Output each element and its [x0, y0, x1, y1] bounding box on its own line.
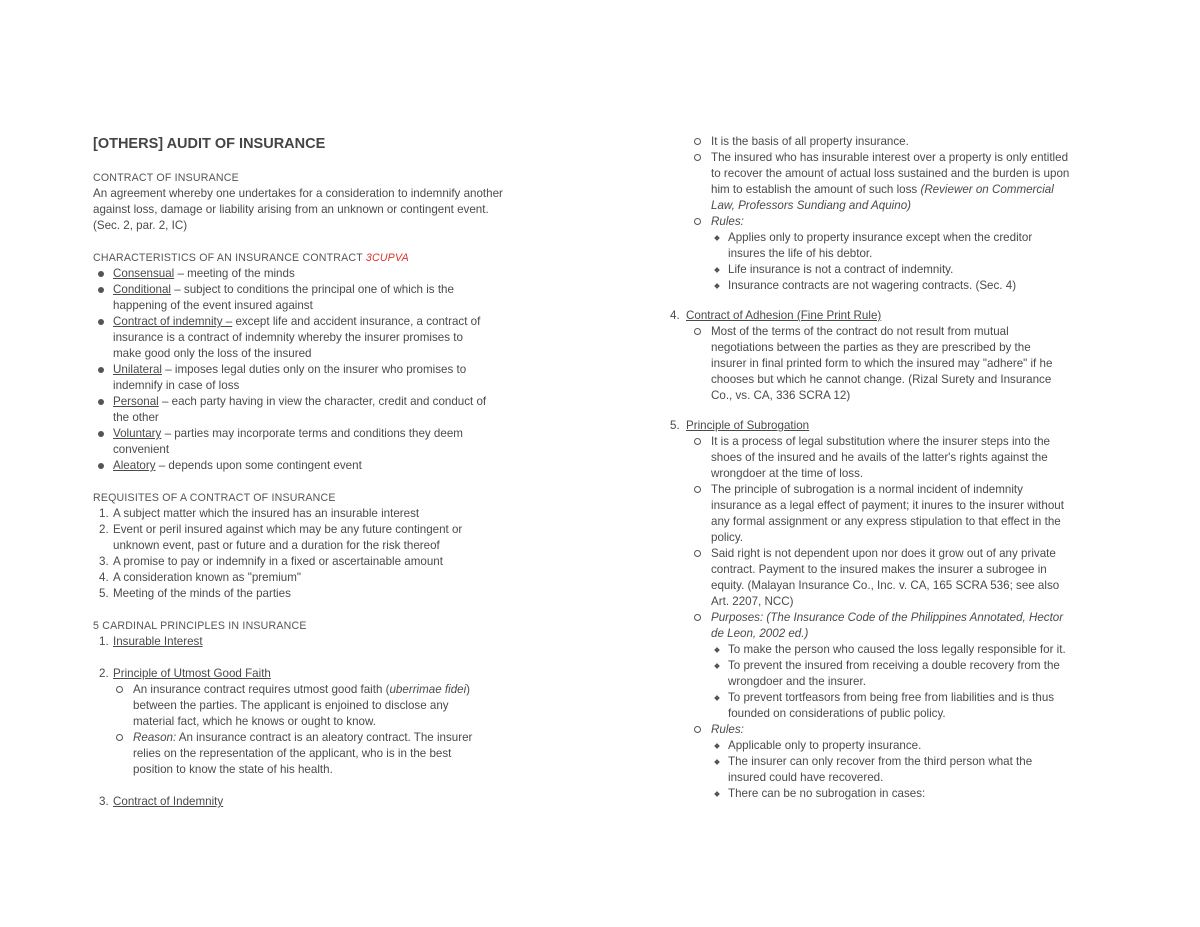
- list-item: The insurer can only recover from the third person what the insured could have recovered.: [711, 754, 1120, 786]
- list-item: Applies only to property insurance except when the creditor insures the life of his debtor.: [711, 230, 1120, 262]
- list-item: 5. Meeting of the minds of the parties: [99, 587, 291, 600]
- list-item: Consensual – meeting of the minds: [93, 266, 543, 282]
- list-item: It is the basis of all property insurance.: [691, 134, 1120, 150]
- list-item: 1. A subject matter which the insured has an insurable interest: [99, 507, 420, 520]
- list-item: Personal – each party having in view the character, credit and conduct of the other: [93, 394, 543, 426]
- principle-insurable-interest: 1. Insurable Interest: [99, 635, 203, 648]
- contract-heading: CONTRACT OF INSURANCE: [93, 172, 239, 184]
- adhesion-points: [691, 324, 1120, 404]
- principle-contract-of-indemnity: 3. Contract of Indemnity: [99, 795, 224, 808]
- list-item: Conditional – subject to conditions the principal one of which is the happening of the event insured against: [93, 282, 543, 314]
- list-item: It is a process of legal substitution where the insurer steps into the shoes of the insured and he avails of the latter's rights against the wrongdoer at the time of loss.: [691, 434, 1120, 482]
- subrogation-purposes: [711, 642, 1120, 722]
- left-column: [93, 135, 543, 810]
- requisites-list: [93, 506, 543, 602]
- principle-subrogation: 5. Principle of Subrogation It is a process of legal substitution where the insurer steps into the shoes of the insured and he avails of the latter's rights against the wrongdoer at the time of loss. The principle of subrogation is a normal incident of indemnity insurance as a legal effect of payment; it inures to the insurer without any formal assignment or any express stipulation to that effect in the policy. Said right is not dependent upon nor does it grow out of any private contract. Payment to the insured makes the insurer a subrogee in equity. (Malayan Insurance Co., Inc. v. CA, 165 SCRA 536; see also Art. 2207, NCC) Purposes: (The Insurance Code of the Philippines Annotated, Hector de Leon, 2002 ed.) To make the person who caused the loss legally responsible for it. To prevent the insured from receiving a double recovery from the wrongdoer and the insurer. To prevent tortfeasors from being free from liabilities and is thus founded on considerations of public policy. Rules: Applicable only to property insurance. The insurer can only recover from the third person what the insured could have recovered. There can be no subrogation in cases:: [670, 418, 1120, 802]
- mnemonic: 3CUPVA: [365, 252, 409, 264]
- list-item: To prevent the insured from receiving a double recovery from the wrongdoer and the insurer.: [711, 658, 1120, 690]
- list-item: Reason: An insurance contract is an aleatory contract. The insurer relies on the representation of the applicant, who is in the best position to know the state of his health.: [113, 730, 543, 778]
- list-item: 3. A promise to pay or indemnify in a fixed or ascertainable amount: [99, 555, 443, 568]
- principle-contract-of-adhesion: 4. Contract of Adhesion (Fine Print Rule) Most of the terms of the contract do not result from mutual negotiations between the parties as they are prescribed by the insurer in final printed form to which the insured may "adhere" if he chooses but which he cannot change. (Rizal Surety and Insurance Co., vs. CA, 336 SCRA 12): [670, 308, 1120, 404]
- list-item: 2. Event or peril insured against which may be any future contingent or unknown event, past or future and a duration for the risk thereof: [99, 523, 463, 552]
- list-item: Life insurance is not a contract of indemnity.: [711, 262, 1120, 278]
- list-item: Aleatory – depends upon some contingent event: [93, 458, 543, 474]
- list-item: Unilateral – imposes legal duties only on the insurer who promises to indemnify in case of loss: [93, 362, 543, 394]
- list-item: There can be no subrogation in cases:: [711, 786, 1120, 802]
- contract-definition: An agreement whereby one undertakes for a consideration to indemnify another against loss, damage or liability arising from an unknown or contingent event. (Sec. 2, par. 2, IC): [93, 187, 503, 232]
- list-item: Purposes: (The Insurance Code of the Philippines Annotated, Hector de Leon, 2002 ed.) To make the person who caused the loss legally responsible for it. To prevent the insured from receiving a double recovery from the wrongdoer and the insurer. To prevent tortfeasors from being free from liabilities and is thus founded on considerations of public policy.: [691, 610, 1120, 722]
- principle-utmost-good-faith: 2. Principle of Utmost Good Faith An insurance contract requires utmost good faith (uberrimae fidei) between the parties. The applicant is enjoined to disclose any material fact, which he knows or ought to know. Reason: An insurance contract is an aleatory contract. The insurer relies on the representation of the applicant, who is in the best position to know the state of his health.: [93, 666, 543, 778]
- principles-heading: 5 CARDINAL PRINCIPLES IN INSURANCE: [93, 620, 307, 632]
- indemnity-points: [670, 134, 1120, 294]
- list-item: To prevent tortfeasors from being free from liabilities and is thus founded on considerations of public policy.: [711, 690, 1120, 722]
- principles-list-continued: [670, 308, 1120, 802]
- list-item: Applicable only to property insurance.: [711, 738, 1120, 754]
- characteristics-heading: CHARACTERISTICS OF AN INSURANCE CONTRACT 3CUPVA: [93, 252, 409, 264]
- list-item: Said right is not dependent upon nor does it grow out of any private contract. Payment to the insured makes the insurer a subrogee in equity. (Malayan Insurance Co., Inc. v. CA, 165 SCRA 536; see also Art. 2207, NCC): [691, 546, 1120, 610]
- utmost-good-faith-points: [113, 682, 543, 778]
- list-item: Most of the terms of the contract do not result from mutual negotiations between the parties as they are prescribed by the insurer in final printed form to which the insured may "adhere" if he chooses but which he cannot change. (Rizal Surety and Insurance Co., vs. CA, 336 SCRA 12): [691, 324, 1120, 404]
- list-item: The insured who has insurable interest over a property is only entitled to recover the amount of actual loss sustained and the burden is upon him to establish the amount of such loss (Reviewer on Commercial Law, Professors Sundiang and Aquino): [691, 150, 1120, 214]
- list-item: Rules: Applies only to property insurance except when the creditor insures the life of his debtor. Life insurance is not a contract of indemnity. Insurance contracts are not wagering contracts. (Sec. 4): [691, 214, 1120, 294]
- list-item: The principle of subrogation is a normal incident of indemnity insurance as a legal effect of payment; it inures to the insurer without any formal assignment or any express stipulation to that effect in the policy.: [691, 482, 1120, 546]
- requisites-heading: REQUISITES OF A CONTRACT OF INSURANCE: [93, 492, 336, 504]
- list-item: Rules: Applicable only to property insurance. The insurer can only recover from the third person what the insured could have recovered. There can be no subrogation in cases:: [691, 722, 1120, 802]
- list-item: Contract of indemnity – except life and accident insurance, a contract of insurance is a contract of indemnity whereby the insurer promises to make good only the loss of the insured: [93, 314, 543, 362]
- principles-list: [93, 634, 543, 810]
- list-item: An insurance contract requires utmost good faith (uberrimae fidei) between the parties. The applicant is enjoined to disclose any material fact, which he knows or ought to know.: [113, 682, 543, 730]
- subrogation-points: [691, 434, 1120, 802]
- list-item: Voluntary – parties may incorporate terms and conditions they deem convenient: [93, 426, 543, 458]
- document-title: [OTHERS] AUDIT OF INSURANCE: [93, 136, 326, 152]
- right-column: [670, 134, 1120, 802]
- indemnity-rules: [711, 230, 1120, 294]
- list-item: 4. A consideration known as "premium": [99, 571, 302, 584]
- subrogation-rules: [711, 738, 1120, 802]
- list-item: Insurance contracts are not wagering contracts. (Sec. 4): [711, 278, 1120, 294]
- characteristics-list: [93, 266, 543, 474]
- list-item: To make the person who caused the loss legally responsible for it.: [711, 642, 1120, 658]
